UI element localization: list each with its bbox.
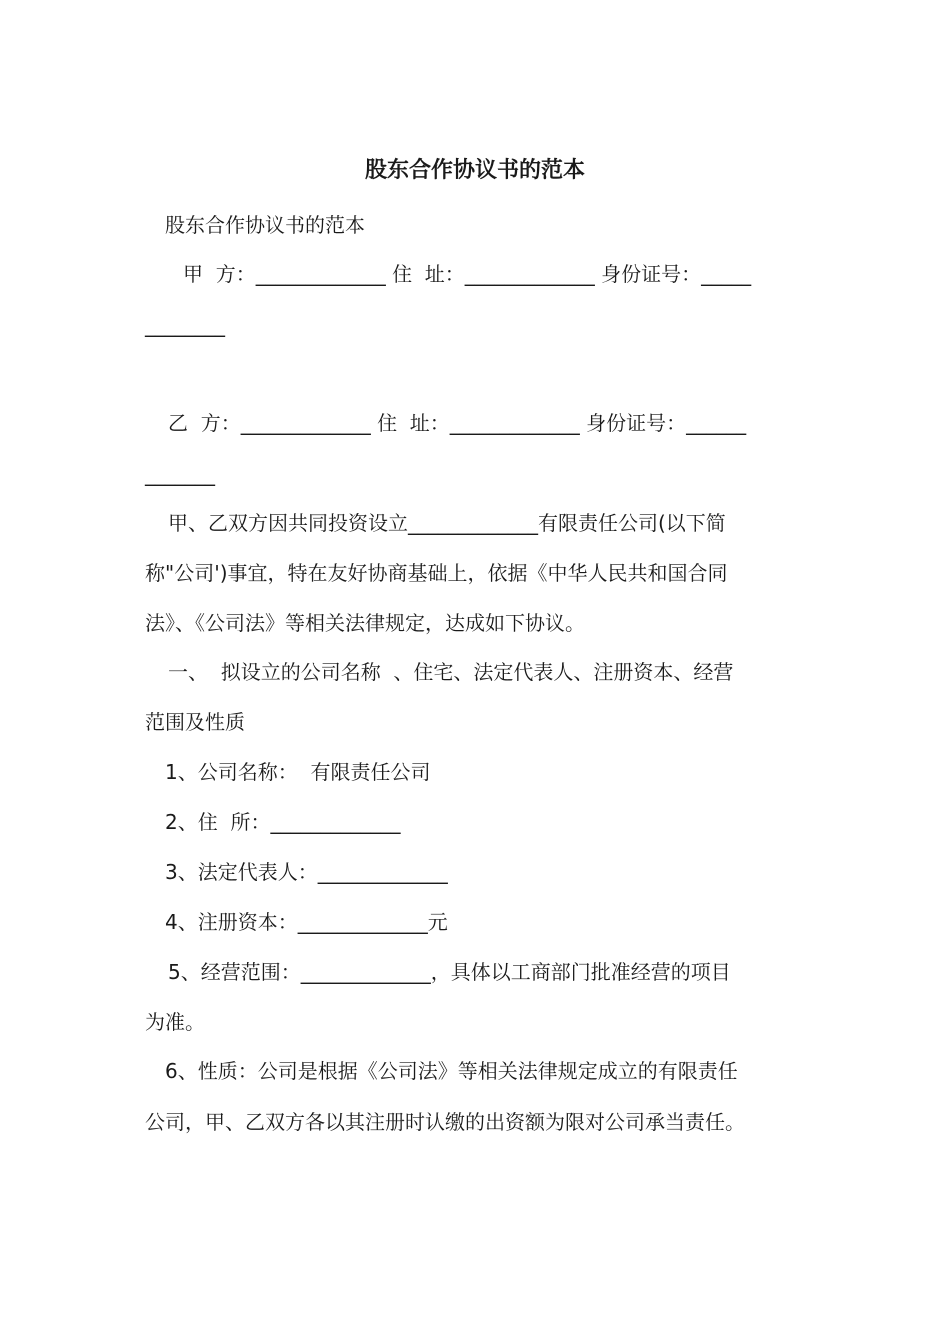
document-title: 股东合作协议书的范本 <box>364 158 585 183</box>
item-business-scope-continued: 为准。 <box>145 1010 205 1034</box>
section-one-heading: 一、 拟设立的公司名称 、住宅、法定代表人、注册资本、经营 <box>168 660 734 684</box>
subtitle-line: 股东合作协议书的范本 <box>165 213 365 237</box>
item-legal-representative: 3、法定代表人：_____________ <box>165 860 448 884</box>
item-address: 2、住 所：_____________ <box>165 810 401 834</box>
item-nature: 6、性质：公司是根据《公司法》等相关法律规定成立的有限责任 <box>165 1059 738 1083</box>
item-nature-continued: 公司，甲、乙双方各以其注册时认缴的出资额为限对公司承当责任。 <box>145 1110 745 1134</box>
party-a-line-continued: ________ <box>145 313 225 337</box>
party-b-line-continued: _______ <box>145 462 215 486</box>
section-one-heading-continued: 范围及性质 <box>145 710 245 734</box>
item-business-scope: 5、经营范围：_____________，具体以工商部门批准经营的项目 <box>168 960 731 984</box>
preamble-line-3: 法》、《公司法》等相关法律规定，达成如下协议。 <box>145 611 585 635</box>
party-b-line: 乙 方：_____________ 住 址：_____________ 身份证号：______ <box>168 411 747 435</box>
preamble-line-2: 称"公司')事宜，特在友好协商基础上，依据《中华人民共和国合同 <box>145 561 728 585</box>
preamble-line-1: 甲、乙双方因共同投资设立_____________有限责任公司(以下简 <box>168 511 726 535</box>
item-company-name: 1、公司名称： 有限责任公司 <box>165 760 431 784</box>
party-a-line: 甲 方：_____________ 住 址：_____________ 身份证号：_____ <box>183 262 752 286</box>
item-registered-capital: 4、注册资本：_____________元 <box>165 910 448 934</box>
